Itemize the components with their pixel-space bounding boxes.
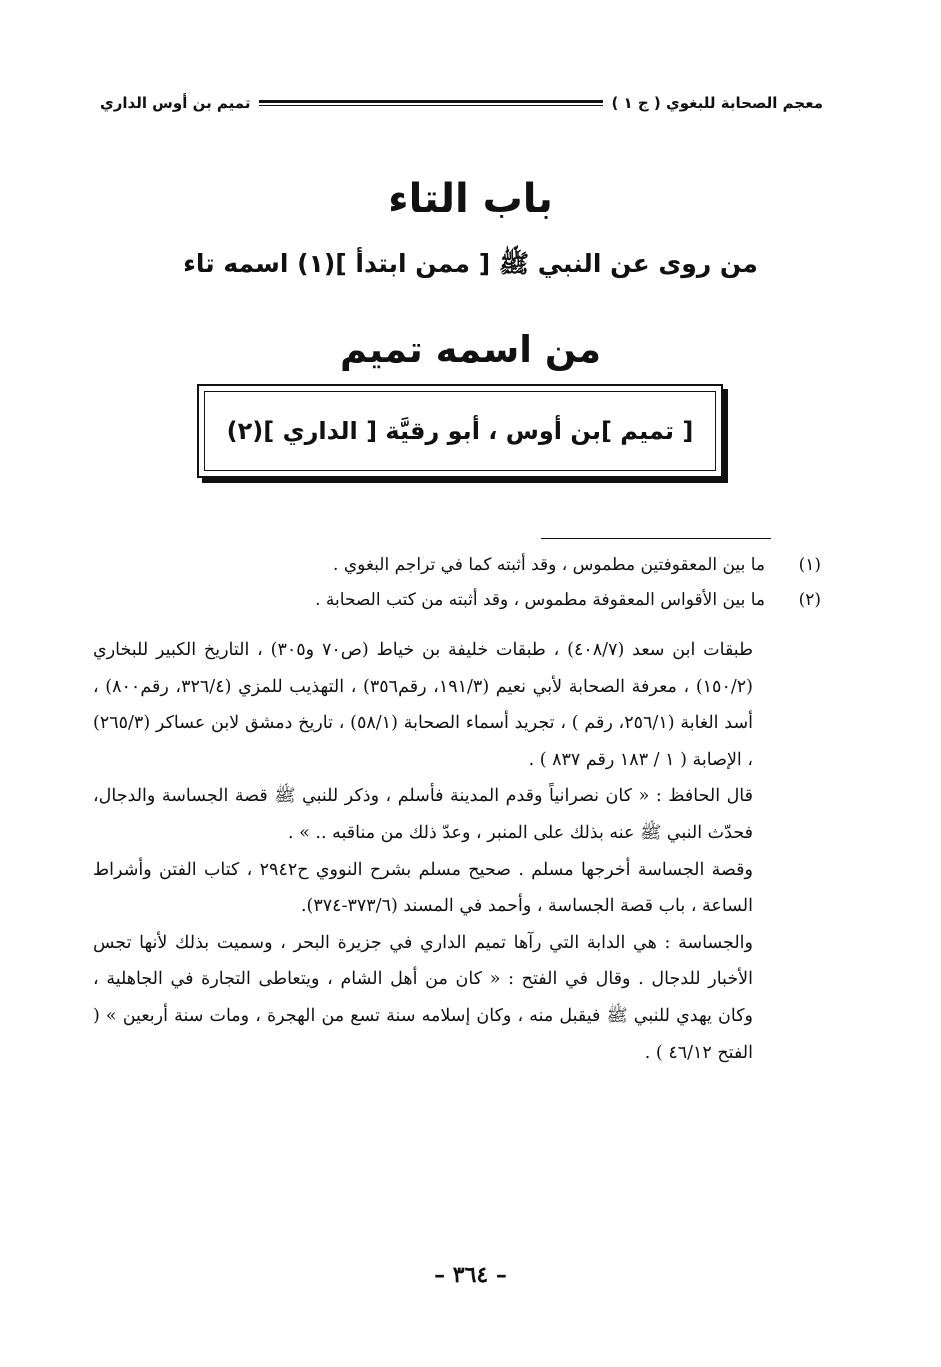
footnote-number: (٢)	[798, 590, 821, 610]
header-book-title: معجم الصحابة للبغوي ( ج ١ )	[611, 94, 823, 112]
footnote-1	[121, 548, 821, 583]
header-rule	[259, 100, 604, 106]
footnote-body	[93, 632, 753, 1071]
chapter-title: باب التاء	[388, 176, 553, 222]
running-header	[100, 88, 823, 118]
section-title: من اسمه تميم	[339, 328, 602, 371]
footnote-2	[121, 583, 821, 618]
footnote-separator	[541, 538, 771, 539]
jassasa-definition-paragraph: والجساسة : هي الدابة التي رآها تميم الداري في جزيرة البحر ، وسميت بذلك لأنها تجس الأخبار للدجال . وقال في الفتح : « كان من أهل الشام ، ويتعاطى التجارة في الجاهلية ، وكان يهدي للنبي ﷺ فيقبل منه ، وكان إسلامه سنة تسع من الهجرة ، ومات سنة أربعين » ( الفتح ٤٦/١٢ ) .	[93, 932, 753, 1063]
header-entry-title: تميم بن أوس الداري	[100, 94, 251, 112]
sources-paragraph: طبقات ابن سعد (٤٠٨/٧) ، طبقات خليفة بن خياط (ص٧٠ و٣٠٥) ، التاريخ الكبير للبخاري (١٥٠/٢) ، معرفة الصحابة لأبي نعيم (١٩١/٣، رقم٣٥٦) ، التهذيب للمزي (٣٢٦/٤، رقم٨٠٠) ، أسد الغابة (٢٥٦/١، رقم ) ، تجريد أسماء الصحابة (٥٨/١) ، تاريخ دمشق لابن عساكر (٢٦٥/٣) ، الإصابة ( ١ / ١٨٣ رقم ٨٣٧ ) .	[93, 640, 754, 770]
hafiz-quote-paragraph: قال الحافظ : « كان نصرانياً وقدم المدينة فأسلم ، وذكر للنبي ﷺ قصة الجساسة والدجال، فحدّث النبي ﷺ عنه بذلك على المنبر ، وعدّ ذلك من مناقبه .. » .	[93, 786, 753, 843]
entry-name-box	[197, 384, 723, 478]
entry-name: [ تميم ]بن أوس ، أبو رقيَّة [ الداري ](٢)	[226, 417, 694, 445]
chapter-subtitle: من روى عن النبي ﷺ [ ممن ابتدأ ](١) اسمه تاء	[183, 249, 758, 278]
footnotes	[121, 548, 821, 618]
footnote-number: (١)	[798, 555, 821, 575]
page-number: – ٣٦٤ –	[434, 1262, 507, 1288]
footnote-text: ما بين المعقوفتين مطموس ، وقد أثبته كما في تراجم البغوي .	[333, 555, 765, 575]
footnote-text: ما بين الأقواس المعقوفة مطموس ، وقد أثبته من كتب الصحابة .	[315, 590, 765, 610]
jassasa-story-paragraph: وقصة الجساسة أخرجها مسلم . صحيح مسلم بشرح النووي ح٢٩٤٢ ، كتاب الفتن وأشراط الساعة ، باب قصة الجساسة ، وأحمد في المسند (٣٧٣/٦-٣٧٤).	[93, 859, 753, 917]
entry-name-box-inner	[204, 391, 716, 471]
